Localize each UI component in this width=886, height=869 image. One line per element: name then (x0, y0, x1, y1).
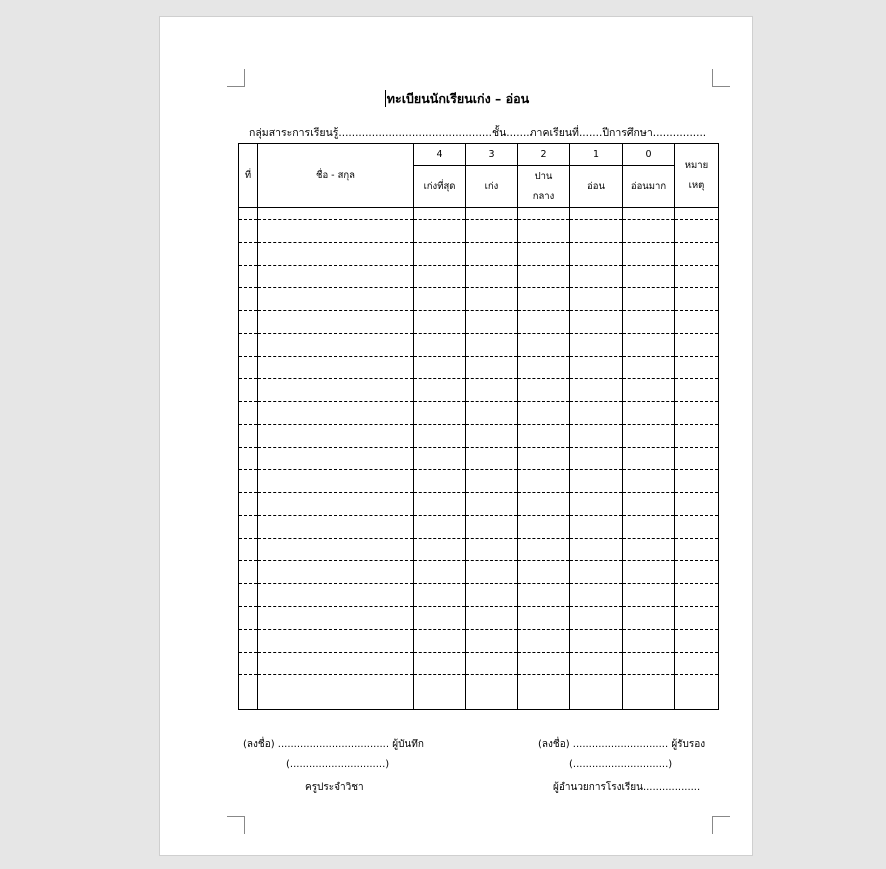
table-row (239, 527, 719, 550)
table-cell[interactable] (258, 458, 414, 481)
table-row (239, 481, 719, 504)
crop-mark-bottom-left (227, 816, 245, 834)
table-row (239, 231, 719, 254)
table-cell[interactable] (518, 208, 570, 231)
table-cell[interactable] (518, 527, 570, 550)
level-label-medium: ปาน กลาง (518, 166, 570, 208)
text-cursor (385, 90, 386, 107)
table-cell[interactable] (466, 367, 518, 390)
table-cell[interactable] (414, 663, 466, 686)
table-cell[interactable] (239, 572, 258, 595)
table-cell[interactable] (570, 231, 623, 254)
table-cell[interactable] (258, 549, 414, 572)
table-cell[interactable] (675, 641, 719, 664)
table-row (239, 367, 719, 390)
table-row (239, 276, 719, 299)
table-cell[interactable] (518, 504, 570, 527)
score-header-1: 1 (570, 144, 623, 166)
table-cell[interactable] (570, 549, 623, 572)
table-cell[interactable] (675, 595, 719, 618)
table-cell[interactable] (466, 572, 518, 595)
table-cell[interactable] (623, 413, 675, 436)
table-cell[interactable] (623, 390, 675, 413)
table-cell[interactable] (239, 413, 258, 436)
table-cell[interactable] (675, 276, 719, 299)
table-cell[interactable] (414, 208, 466, 231)
table-cell[interactable] (258, 481, 414, 504)
table-cell[interactable] (414, 527, 466, 550)
table-cell[interactable] (258, 254, 414, 277)
table-row (239, 504, 719, 527)
table-cell[interactable] (466, 641, 518, 664)
table-cell[interactable] (414, 436, 466, 459)
table-cell[interactable] (623, 481, 675, 504)
table-cell[interactable] (518, 231, 570, 254)
table-cell[interactable] (466, 504, 518, 527)
table-cell[interactable] (239, 208, 258, 231)
table-row (239, 458, 719, 481)
crop-mark-bottom-right (712, 816, 730, 834)
table-cell[interactable] (414, 641, 466, 664)
table-cell[interactable] (623, 367, 675, 390)
table-cell[interactable] (570, 595, 623, 618)
table-cell[interactable] (239, 663, 258, 686)
table-cell[interactable] (675, 458, 719, 481)
table-cell[interactable] (466, 231, 518, 254)
table-cell[interactable] (414, 367, 466, 390)
table-cell[interactable] (258, 208, 414, 231)
table-cell[interactable] (466, 208, 518, 231)
table-cell[interactable] (675, 390, 719, 413)
table-cell[interactable] (258, 367, 414, 390)
crop-mark-top-right (712, 69, 730, 87)
table-cell[interactable] (239, 595, 258, 618)
table-cell[interactable] (466, 299, 518, 322)
table-cell[interactable] (239, 527, 258, 550)
table-cell[interactable] (623, 663, 675, 686)
column-header-remark: หมาย เหตุ (675, 144, 719, 208)
term-label: ภาคเรียนที่ (529, 127, 579, 139)
table-cell[interactable] (258, 436, 414, 459)
table-cell[interactable] (258, 595, 414, 618)
table-cell[interactable] (414, 299, 466, 322)
table-cell[interactable] (623, 549, 675, 572)
table-cell[interactable] (466, 322, 518, 345)
table-cell[interactable] (258, 618, 414, 641)
crop-mark-top-left (227, 69, 245, 87)
table-cell[interactable] (623, 299, 675, 322)
table-cell[interactable] (414, 254, 466, 277)
table-cell[interactable] (518, 322, 570, 345)
table-cell[interactable] (570, 481, 623, 504)
table-cell[interactable] (570, 254, 623, 277)
table-cell[interactable] (623, 686, 675, 709)
signature-approver-name: (..............................) (569, 759, 673, 770)
level-label-very-weak: อ่อนมาก (623, 166, 675, 208)
level-label-weak: อ่อน (570, 166, 623, 208)
table-cell[interactable] (675, 481, 719, 504)
table-cell[interactable] (623, 345, 675, 368)
table-cell[interactable] (518, 299, 570, 322)
table-row (239, 572, 719, 595)
table-cell[interactable] (414, 572, 466, 595)
table-row (239, 413, 719, 436)
table-cell[interactable] (258, 345, 414, 368)
table-cell[interactable] (675, 322, 719, 345)
table-cell[interactable] (414, 549, 466, 572)
table-cell[interactable] (570, 390, 623, 413)
table-row (239, 208, 719, 231)
table-cell[interactable] (518, 390, 570, 413)
year-label: ปีการศึกษา (602, 127, 653, 139)
table-cell[interactable] (518, 663, 570, 686)
table-cell[interactable] (414, 481, 466, 504)
table-cell[interactable] (466, 527, 518, 550)
table-cell[interactable] (518, 618, 570, 641)
table-cell[interactable] (518, 254, 570, 277)
table-cell[interactable] (570, 345, 623, 368)
table-cell[interactable] (239, 322, 258, 345)
table-cell[interactable] (518, 276, 570, 299)
table-cell[interactable] (675, 527, 719, 550)
signature-recorder-line: (ลงชื่อ) ................................... ผู้บันทึก (243, 739, 424, 750)
table-cell[interactable] (466, 686, 518, 709)
table-cell[interactable] (466, 390, 518, 413)
table-cell[interactable] (258, 413, 414, 436)
table-cell[interactable] (239, 367, 258, 390)
table-cell[interactable] (239, 549, 258, 572)
table-cell[interactable] (258, 504, 414, 527)
table-cell[interactable] (570, 641, 623, 664)
level-label-good: เก่ง (466, 166, 518, 208)
table-cell[interactable] (239, 686, 258, 709)
table-cell[interactable] (466, 458, 518, 481)
table-cell[interactable] (570, 686, 623, 709)
table-cell[interactable] (518, 458, 570, 481)
score-header-3: 3 (466, 144, 518, 166)
signature-recorder-role: ครูประจำวิชา (305, 782, 364, 793)
table-cell[interactable] (675, 663, 719, 686)
table-cell[interactable] (623, 527, 675, 550)
table-cell[interactable] (258, 641, 414, 664)
table-row (239, 436, 719, 459)
table-cell[interactable] (466, 345, 518, 368)
table-cell[interactable] (239, 390, 258, 413)
table-cell[interactable] (258, 686, 414, 709)
table-cell[interactable] (623, 276, 675, 299)
table-cell[interactable] (239, 504, 258, 527)
table-cell[interactable] (518, 436, 570, 459)
table-cell[interactable] (675, 345, 719, 368)
table-cell[interactable] (570, 299, 623, 322)
table-cell[interactable] (623, 208, 675, 231)
document-page (159, 16, 753, 856)
table-row (239, 686, 719, 709)
table-cell[interactable] (623, 322, 675, 345)
table-cell[interactable] (675, 367, 719, 390)
table-cell[interactable] (623, 436, 675, 459)
table-cell[interactable] (258, 276, 414, 299)
table-cell[interactable] (239, 231, 258, 254)
table-cell[interactable] (518, 367, 570, 390)
table-cell[interactable] (518, 595, 570, 618)
signature-approver-line: (ลงชื่อ) .............................. ผู้รับรอง (538, 739, 706, 750)
table-cell[interactable] (518, 345, 570, 368)
table-cell[interactable] (623, 618, 675, 641)
table-cell[interactable] (414, 595, 466, 618)
student-register-table (238, 143, 719, 710)
table-cell[interactable] (414, 458, 466, 481)
subject-label: กลุ่มสาระการเรียนรู้ (249, 127, 339, 139)
table-cell[interactable] (675, 208, 719, 231)
column-header-name: ชื่อ - สกุล (258, 144, 414, 208)
table-row (239, 549, 719, 572)
table-cell[interactable] (414, 276, 466, 299)
table-cell[interactable] (570, 208, 623, 231)
table-cell[interactable] (239, 481, 258, 504)
table-cell[interactable] (675, 686, 719, 709)
table-cell[interactable] (258, 299, 414, 322)
table-row (239, 663, 719, 686)
table-cell[interactable] (239, 254, 258, 277)
table-row (239, 322, 719, 345)
table-cell[interactable] (675, 436, 719, 459)
table-cell[interactable] (258, 231, 414, 254)
table-cell[interactable] (570, 322, 623, 345)
table-cell[interactable] (518, 549, 570, 572)
table-cell[interactable] (466, 663, 518, 686)
table-row (239, 299, 719, 322)
table-cell[interactable] (623, 254, 675, 277)
header-info-line (249, 124, 709, 141)
table-cell[interactable] (258, 390, 414, 413)
table-cell[interactable] (623, 231, 675, 254)
table-cell[interactable] (623, 572, 675, 595)
table-cell[interactable] (466, 481, 518, 504)
table-cell[interactable] (570, 367, 623, 390)
table-cell[interactable] (414, 390, 466, 413)
level-label-best: เก่งที่สุด (414, 166, 466, 208)
signature-recorder-name: (..............................) (286, 759, 390, 770)
table-row (239, 618, 719, 641)
table-cell[interactable] (414, 322, 466, 345)
term-dots: ....... (578, 127, 603, 139)
table-cell[interactable] (466, 618, 518, 641)
table-row (239, 345, 719, 368)
table-cell[interactable] (239, 436, 258, 459)
table-cell[interactable] (675, 254, 719, 277)
table-cell[interactable] (675, 618, 719, 641)
table-cell[interactable] (466, 276, 518, 299)
table-cell[interactable] (623, 458, 675, 481)
table-cell[interactable] (414, 504, 466, 527)
score-header-0: 0 (623, 144, 675, 166)
table-cell[interactable] (414, 686, 466, 709)
document-title[interactable] (160, 89, 754, 109)
table-cell[interactable] (258, 572, 414, 595)
table-cell[interactable] (239, 299, 258, 322)
year-dots: ................ (652, 127, 707, 139)
table-cell[interactable] (570, 663, 623, 686)
subject-dots: .............................................. (338, 127, 492, 139)
table-cell[interactable] (675, 299, 719, 322)
table-cell[interactable] (570, 276, 623, 299)
table-cell[interactable] (675, 231, 719, 254)
table-cell[interactable] (258, 663, 414, 686)
table-cell[interactable] (570, 527, 623, 550)
table-row (239, 595, 719, 618)
table-cell[interactable] (414, 413, 466, 436)
table-cell[interactable] (570, 618, 623, 641)
table-cell[interactable] (675, 413, 719, 436)
table-cell[interactable] (414, 618, 466, 641)
table-cell[interactable] (258, 527, 414, 550)
class-dots: ....... (506, 127, 530, 139)
table-cell[interactable] (466, 436, 518, 459)
table-cell[interactable] (675, 504, 719, 527)
table-cell[interactable] (518, 481, 570, 504)
title-text: ทะเบียนนักเรียนเก่ง – อ่อน (386, 91, 530, 106)
table-cell[interactable] (414, 231, 466, 254)
score-header-2: 2 (518, 144, 570, 166)
table-cell[interactable] (258, 322, 414, 345)
table-cell[interactable] (518, 641, 570, 664)
table-cell[interactable] (570, 413, 623, 436)
table-cell[interactable] (518, 572, 570, 595)
table-cell[interactable] (466, 413, 518, 436)
table-cell[interactable] (570, 572, 623, 595)
table-cell[interactable] (518, 686, 570, 709)
table-cell[interactable] (623, 641, 675, 664)
table-cell[interactable] (623, 504, 675, 527)
column-header-no: ที่ (239, 144, 258, 208)
table-cell[interactable] (466, 254, 518, 277)
table-cell[interactable] (466, 595, 518, 618)
table-cell[interactable] (570, 504, 623, 527)
table-cell[interactable] (414, 345, 466, 368)
table-cell[interactable] (623, 595, 675, 618)
table-body (239, 208, 719, 710)
signature-approver-role: ผู้อำนวยการโรงเรียน.................. (553, 782, 701, 793)
score-header-4: 4 (414, 144, 466, 166)
table-row (239, 641, 719, 664)
table-cell[interactable] (675, 549, 719, 572)
class-label: ชั้น (491, 127, 507, 139)
table-cell[interactable] (570, 436, 623, 459)
table-cell[interactable] (518, 413, 570, 436)
table-cell[interactable] (570, 458, 623, 481)
table-cell[interactable] (239, 458, 258, 481)
table-cell[interactable] (239, 345, 258, 368)
table-row (239, 254, 719, 277)
table-cell[interactable] (239, 641, 258, 664)
table-cell[interactable] (239, 276, 258, 299)
table-cell[interactable] (466, 549, 518, 572)
table-row (239, 390, 719, 413)
table-cell[interactable] (675, 572, 719, 595)
table-cell[interactable] (239, 618, 258, 641)
